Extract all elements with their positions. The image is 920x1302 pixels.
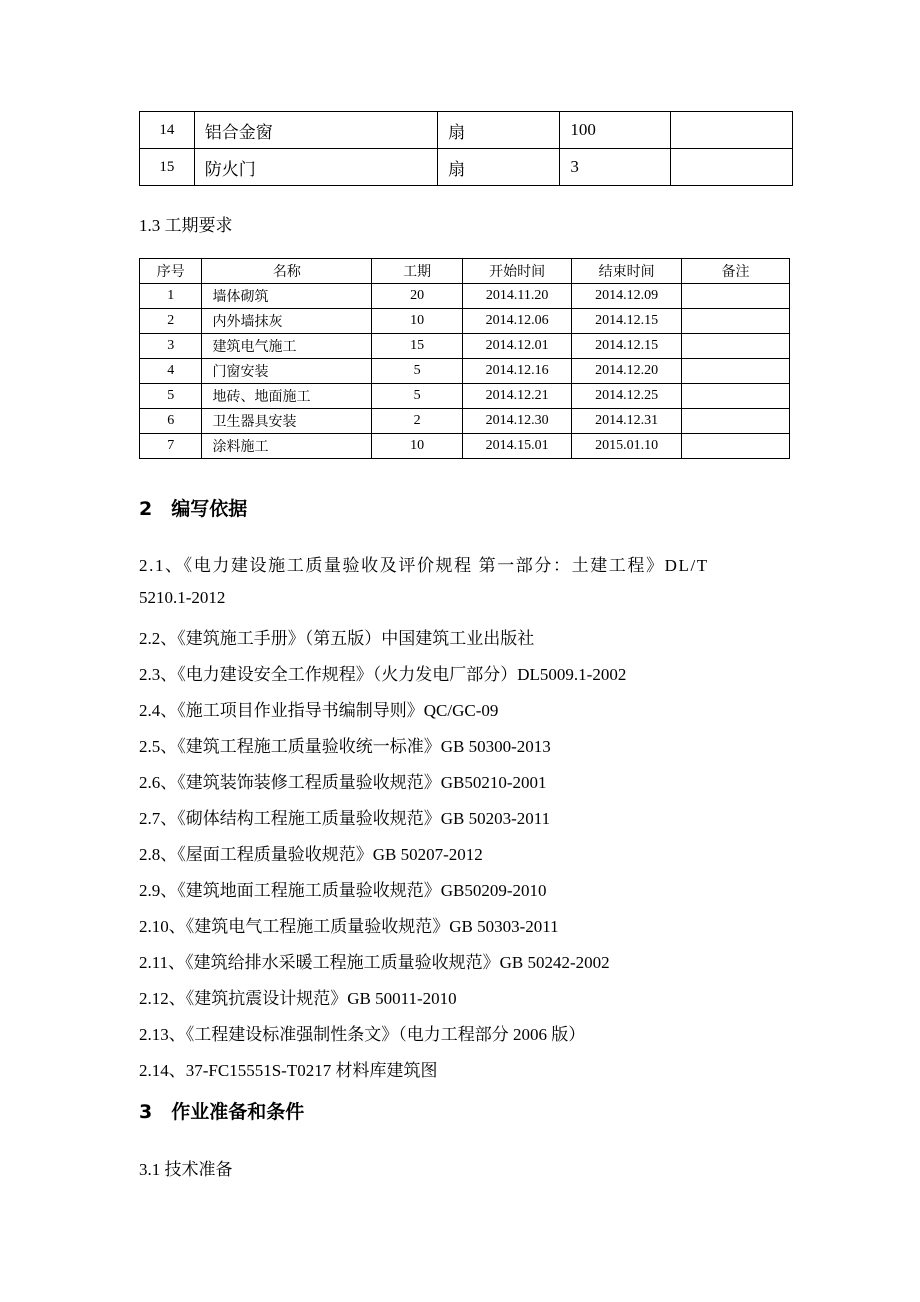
schedule-cell: 5 (372, 359, 463, 384)
schedule-cell: 2014.12.06 (462, 309, 572, 334)
ref-item: 5210.1-2012 (139, 588, 226, 607)
materials-cell-no: 14 (140, 112, 195, 149)
schedule-cell: 2014.12.16 (462, 359, 572, 384)
materials-cell-name: 防火门 (194, 149, 437, 186)
schedule-cell: 2014.12.15 (572, 334, 682, 359)
schedule-cell: 内外墙抹灰 (202, 309, 372, 334)
schedule-cell: 2014.12.01 (462, 334, 572, 359)
ref-item: 2.3、《电力建设安全工作规程》（火力发电厂部分）DL5009.1-2002 (139, 665, 627, 684)
schedule-cell: 2014.15.01 (462, 434, 572, 459)
materials-cell-unit: 扇 (438, 149, 560, 186)
schedule-row (140, 309, 790, 334)
schedule-cell: 10 (372, 309, 463, 334)
materials-table-row (140, 149, 793, 186)
schedule-cell: 2014.12.20 (572, 359, 682, 384)
ref-item: 2.6、《建筑装饰装修工程质量验收规范》GB50210-2001 (139, 773, 547, 792)
schedule-table (139, 258, 790, 459)
schedule-cell: 1 (140, 284, 202, 309)
ref-item: 2.5、《建筑工程施工质量验收统一标准》GB 50300-2013 (139, 737, 551, 756)
schedule-cell: 2014.12.30 (462, 409, 572, 434)
schedule-cell: 卫生器具安装 (202, 409, 372, 434)
schedule-cell: 地砖、地面施工 (202, 384, 372, 409)
ref-item: 2.9、《建筑地面工程施工质量验收规范》GB50209-2010 (139, 881, 547, 900)
schedule-cell: 2 (140, 309, 202, 334)
materials-cell-name: 铝合金窗 (194, 112, 437, 149)
schedule-cell (681, 284, 789, 309)
schedule-cell: 5 (140, 384, 202, 409)
schedule-cell: 20 (372, 284, 463, 309)
schedule-cell: 6 (140, 409, 202, 434)
schedule-cell: 2014.12.15 (572, 309, 682, 334)
schedule-header-cell: 备注 (681, 259, 789, 284)
schedule-cell (681, 384, 789, 409)
schedule-header-row (140, 259, 790, 284)
materials-cell-no: 15 (140, 149, 195, 186)
section-3-title: 3 作业准备和条件 (139, 1101, 305, 1123)
schedule-cell: 4 (140, 359, 202, 384)
schedule-row (140, 359, 790, 384)
materials-cell-remark (670, 112, 792, 149)
ref-item: 2.7、《砌体结构工程施工质量验收规范》GB 50203-2011 (139, 809, 551, 828)
section-1-3-title: 1.3 工期要求 (139, 216, 233, 235)
schedule-cell (681, 334, 789, 359)
ref-item: 2.13、《工程建设标准强制性条文》（电力工程部分 2006 版） (139, 1025, 586, 1044)
schedule-header-cell: 序号 (140, 259, 202, 284)
schedule-cell: 2014.12.09 (572, 284, 682, 309)
schedule-cell: 2014.11.20 (462, 284, 572, 309)
schedule-cell (681, 409, 789, 434)
schedule-header-cell: 名称 (202, 259, 372, 284)
schedule-cell (681, 359, 789, 384)
schedule-cell: 10 (372, 434, 463, 459)
schedule-header-cell: 结束时间 (572, 259, 682, 284)
materials-cell-remark (670, 149, 792, 186)
section-2-title: 2 编写依据 (139, 498, 248, 520)
ref-item: 2.1、《电力建设施工质量验收及评价规程 第一部分：土建工程》DL/T (139, 556, 709, 575)
schedule-cell: 5 (372, 384, 463, 409)
schedule-header-cell: 开始时间 (462, 259, 572, 284)
schedule-cell: 2 (372, 409, 463, 434)
schedule-header-cell: 工期 (372, 259, 463, 284)
schedule-cell: 涂料施工 (202, 434, 372, 459)
schedule-cell: 2014.12.31 (572, 409, 682, 434)
ref-item: 2.14、37-FC15551S-T0217 材料库建筑图 (139, 1061, 438, 1080)
schedule-cell: 2015.01.10 (572, 434, 682, 459)
schedule-table-body (140, 259, 790, 459)
materials-cell-unit: 扇 (438, 112, 560, 149)
ref-item: 2.4、《施工项目作业指导书编制导则》QC/GC-09 (139, 701, 499, 720)
ref-item: 2.11、《建筑给排水采暖工程施工质量验收规范》GB 50242-2002 (139, 953, 610, 972)
schedule-cell: 门窗安装 (202, 359, 372, 384)
schedule-cell: 7 (140, 434, 202, 459)
schedule-cell: 墙体砌筑 (202, 284, 372, 309)
schedule-cell (681, 309, 789, 334)
materials-cell-qty: 3 (560, 149, 670, 186)
schedule-cell: 2014.12.21 (462, 384, 572, 409)
materials-cell-qty: 100 (560, 112, 670, 149)
schedule-cell: 建筑电气施工 (202, 334, 372, 359)
schedule-row (140, 284, 790, 309)
ref-item: 2.10、《建筑电气工程施工质量验收规范》GB 50303-2011 (139, 917, 559, 936)
ref-item: 2.12、《建筑抗震设计规范》GB 50011-2010 (139, 989, 457, 1008)
materials-table (139, 111, 793, 186)
materials-table-row (140, 112, 793, 149)
schedule-cell (681, 434, 789, 459)
schedule-row (140, 384, 790, 409)
schedule-row (140, 434, 790, 459)
schedule-row (140, 409, 790, 434)
ref-item: 2.2、《建筑施工手册》（第五版）中国建筑工业出版社 (139, 629, 535, 648)
ref-item: 2.8、《屋面工程质量验收规范》GB 50207-2012 (139, 845, 483, 864)
materials-table-body (140, 112, 793, 186)
schedule-row (140, 334, 790, 359)
schedule-cell: 15 (372, 334, 463, 359)
schedule-cell: 3 (140, 334, 202, 359)
schedule-cell: 2014.12.25 (572, 384, 682, 409)
section-3-1-title: 3.1 技术准备 (139, 1160, 233, 1179)
